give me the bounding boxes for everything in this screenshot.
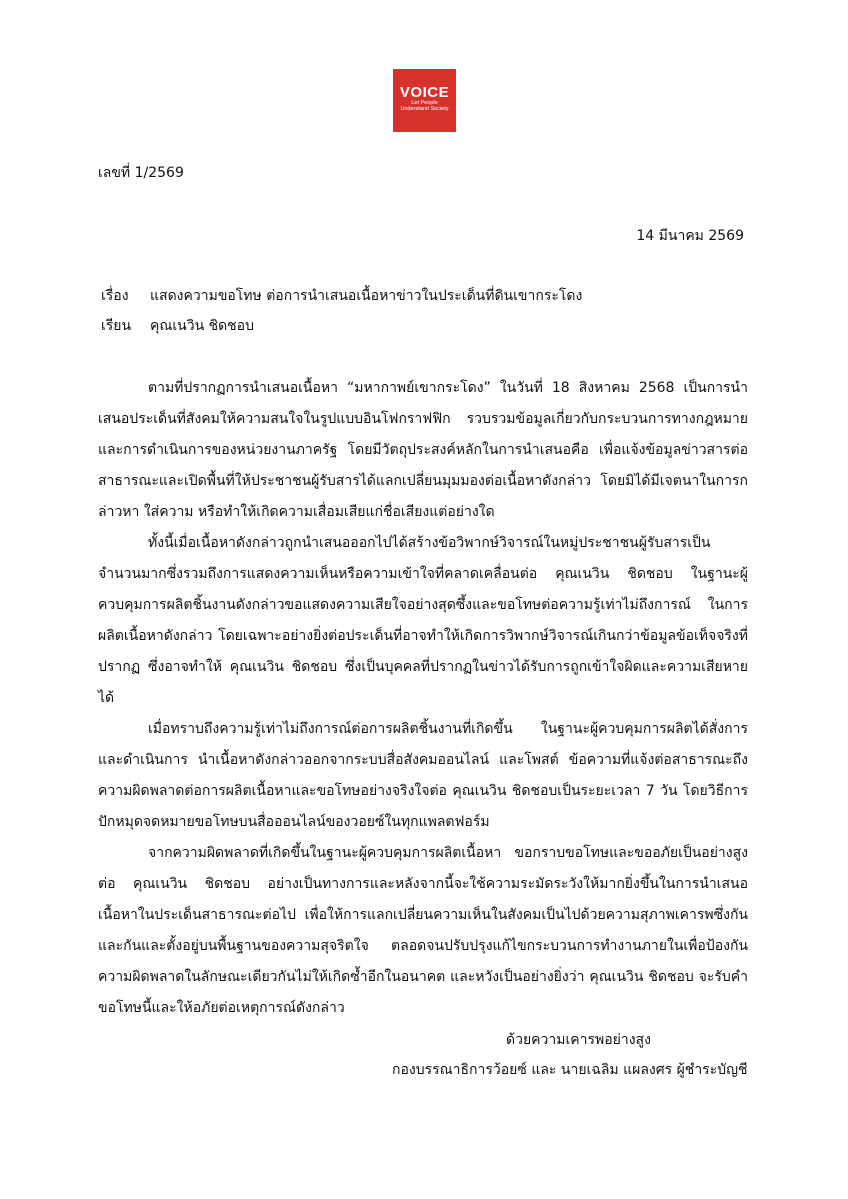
recipient-name: คุณเนวิน ชิดชอบ: [150, 318, 254, 334]
logo-word: VOICE: [399, 84, 450, 101]
paragraph-2: ทั้งนี้เมื่อเนื้อหาดังกล่าวถูกนำเสนอออกไปได้สร้างข้อวิพากษ์วิจารณ์ในหมู่ประชาชนผู้รับสารเป็นจำนวนมากซึ่งรวมถึงการแสดงความเห็นหรือความเข้าใจที่คลาดเคลื่อนต่อ คุณเนวิน ชิดชอบ ในฐานะผู้ควบคุมการผลิตชิ้นงานดังกล่าวขอแสดงความเสียใจอย่างสุดซึ้งและขอโทษต่อความรู้เท่าไม่ถึงการณ์ ในการผลิตเนื้อหาดังกล่าว โดยเฉพาะอย่างยิ่งต่อประเด็นที่อาจทำให้เกิดการวิพากษ์วิจารณ์เกินกว่าข้อมูลข้อเท็จจริงที่ปรากฏ ซึ่งอาจทำให้ คุณเนวิน ชิดชอบ ซึ่งเป็นบุคคลที่ปรากฏในข่าวได้รับการถูกเข้าใจผิดและความเสียหายได้: [98, 535, 748, 706]
paragraph-1: ตามที่ปรากฏการนำเสนอเนื้อหา “มหากาพย์เขากระโดง” ในวันที่ 18 สิงหาคม 2568 เป็นการนำเสนอประเด็นที่สังคมให้ความสนใจในรูปแบบอินโฟกราฟฟิก รวบรวมข้อมูลเกี่ยวกับกระบวนการทางกฎหมายและการดำเนินการของหน่วยงานภาครัฐ โดยมีวัตถุประสงค์หลักในการนำเสนอคือ เพื่อแจ้งข้อมูลข่าวสารต่อสาธารณะและเปิดพื้นที่ให้ประชาชนผู้รับสารได้แลกเปลี่ยนมุมมองต่อเนื้อหาดังกล่าว โดยมิได้มีเจตนาในการกล่าวหา ใส่ความ หรือทำให้เกิดความเสื่อมเสียแก่ชื่อเสียงแต่อย่างใด: [98, 380, 748, 520]
logo-tagline-line1: Let People: [411, 100, 438, 106]
letter-date: 14 มีนาคม 2569: [636, 228, 744, 244]
letter-body: [98, 373, 748, 1024]
logo-tagline-line2: Understand Society: [400, 106, 449, 112]
document-number: เลขที่ 1/2569: [98, 165, 184, 181]
recipient-label: เรียน: [101, 318, 132, 334]
voice-logo: [393, 69, 456, 132]
subject-text: แสดงความขอโทษ ต่อการนำเสนอเนื้อหาข่าวในประเด็นที่ดินเขากระโดง: [150, 288, 583, 304]
paragraph-3: เมื่อทราบถึงความรู้เท่าไม่ถึงการณ์ต่อการผลิตชิ้นงานที่เกิดขึ้น ในฐานะผู้ควบคุมการผลิตได้สั่งการและดำเนินการ นำเนื้อหาดังกล่าวออกจากระบบสื่อสังคมออนไลน์ และโพสต์ ข้อความที่แจ้งต่อสาธารณะถึงความผิดพลาดต่อการผลิตเนื้อหาและขอโทษอย่างจริงใจต่อ คุณเนวิน ชิดชอบเป็นระยะเวลา 7 วัน โดยวิธีการปักหมุดจดหมายขอโทษบนสื่อออนไลน์ของวอยซ์ในทุกแพลตฟอร์ม: [98, 721, 748, 830]
subject-label: เรื่อง: [101, 288, 129, 304]
signatory: กองบรรณาธิการว้อยซ์ และ นายเฉลิม แผลงศร ผู้ชำระบัญชี: [392, 1062, 748, 1078]
closing-salutation: ด้วยความเคารพอย่างสูง: [506, 1032, 651, 1048]
paragraph-4: จากความผิดพลาดที่เกิดขึ้นในฐานะผู้ควบคุมการผลิตเนื้อหา ขอกราบขอโทษและขออภัยเป็นอย่างสูงต่อ คุณเนวิน ชิดชอบ อย่างเป็นทางการและหลังจากนี้จะใช้ความระมัดระวังให้มากยิ่งขึ้นในการนำเสนอเนื้อหาในประเด็นสาธารณะต่อไป เพื่อให้การแลกเปลี่ยนความเห็นในสังคมเป็นไปด้วยความสุภาพเคารพซึ่งกันและกันและตั้งอยู่บนพื้นฐานของความสุจริตใจ ตลอดจนปรับปรุงแก้ไขกระบวนการทำงานภายในเพื่อป้องกันความผิดพลาดในลักษณะเดียวกันไม่ให้เกิดซ้ำอีกในอนาคต และหวังเป็นอย่างยิ่งว่า คุณเนวิน ชิดชอบ จะรับคำขอโทษนี้และให้อภัยต่อเหตุการณ์ดังกล่าว: [98, 845, 748, 1016]
